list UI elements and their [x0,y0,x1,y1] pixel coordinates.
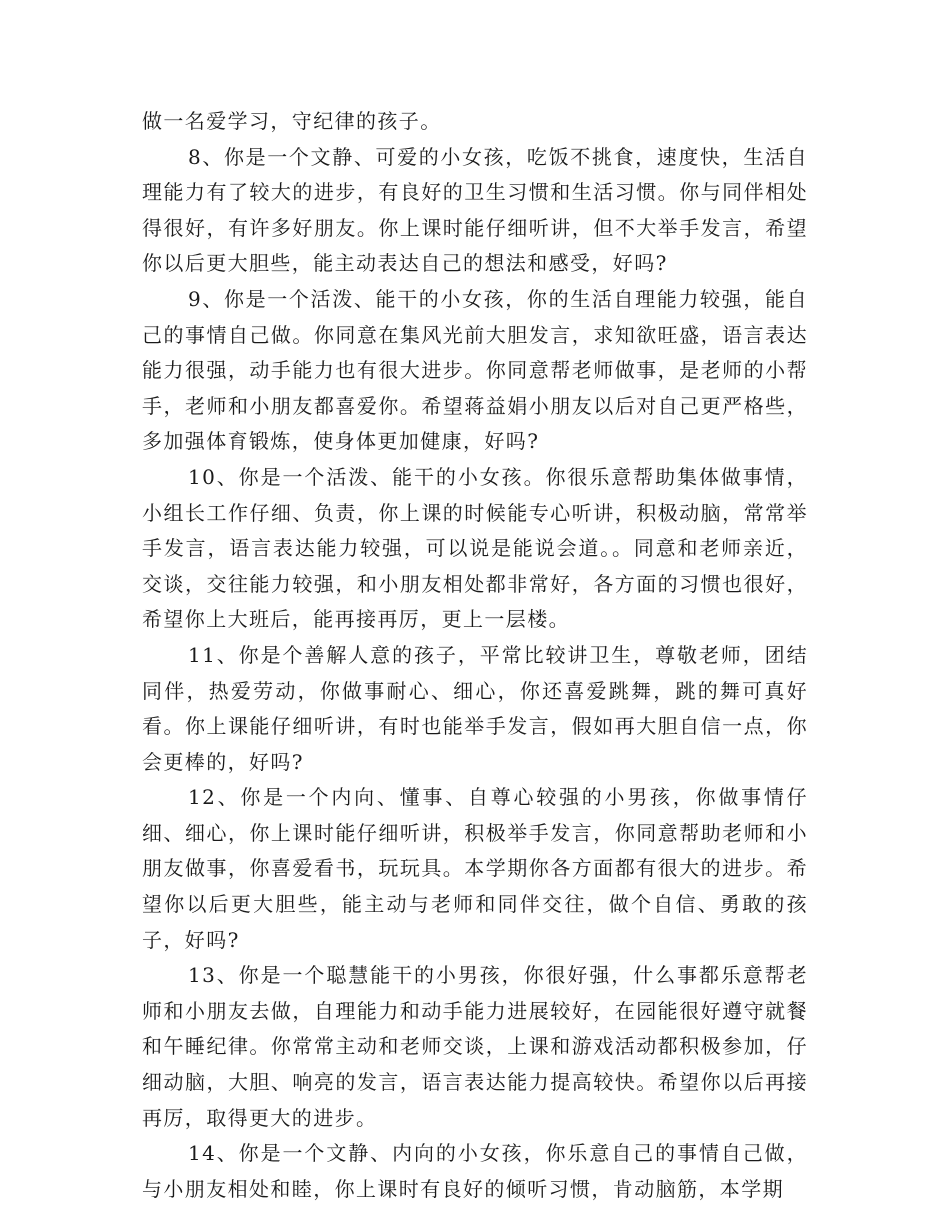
paragraph-comment-10: 10、你是一个活泼、能干的小女孩。你很乐意帮助集体做事情，小组长工作仔细、负责，你上课的时候能专心听讲，积极动脑，常常举手发言，语言表达能力较强，可以说是能说会道。。同意和老师亲近，交谈，交往能力较强，和小朋友相处都非常好，各方面的习惯也很好，希望你上大班后，能再接再厉，更上一层楼。 [142,464,808,632]
paragraph-comment-8: 8、你是一个文静、可爱的小女孩，吃饭不挑食，速度快，生活自理能力有了较大的进步，有良好的卫生习惯和生活习惯。你与同伴相处得很好，有许多好朋友。你上课时能仔细听讲，但不大举手发言，希望你以后更大胆些，能主动表达自己的想法和感受，好吗? [142,144,808,276]
document-body [142,104,808,1207]
paragraph-comment-14: 14、你是一个文静、内向的小女孩，你乐意自己的事情自己做，与小朋友相处和睦，你上课时有良好的倾听习惯，肯动脑筋，本学期 [142,1141,808,1201]
paragraph-comment-13: 13、你是一个聪慧能干的小男孩，你很好强，什么事都乐意帮老师和小朋友去做，自理能力和动手能力进展较好，在园能很好遵守就餐和午睡纪律。你常常主动和老师交谈，上课和游戏活动都积极参加，仔细动脑，大胆、响亮的发言，语言表达能力提高较快。希望你以后再接再厉，取得更大的进步。 [142,963,808,1130]
paragraph-comment-11: 11、你是个善解人意的孩子，平常比较讲卫生，尊敬老师，团结同伴，热爱劳动，你做事耐心、细心，你还喜爱跳舞，跳的舞可真好看。你上课能仔细听讲，有时也能举手发言，假如再大胆自信一点，你会更棒的，好吗? [142,642,808,774]
paragraph-comment-12: 12、你是一个内向、懂事、自尊心较强的小男孩，你做事情仔细、细心，你上课时能仔细听讲，积极举手发言，你同意帮助老师和小朋友做事，你喜爱看书，玩玩具。本学期你各方面都有很大的进步。希望你以后更大胆些，能主动与老师和同伴交往，做个自信、勇敢的孩子，好吗? [142,785,808,952]
paragraph-comment-9: 9、你是一个活泼、能干的小女孩，你的生活自理能力较强，能自己的事情自己做。你同意在集风光前大胆发言，求知欲旺盛，语言表达能力很强，动手能力也有很大进步。你同意帮老师做事，是老师的小帮手，老师和小朋友都喜爱你。希望蒋益娟小朋友以后对自己更严格些，多加强体育锻炼，使身体更加健康，好吗? [142,286,808,454]
paragraph-continuation: 做一名爱学习，守纪律的孩子。 [142,109,442,133]
